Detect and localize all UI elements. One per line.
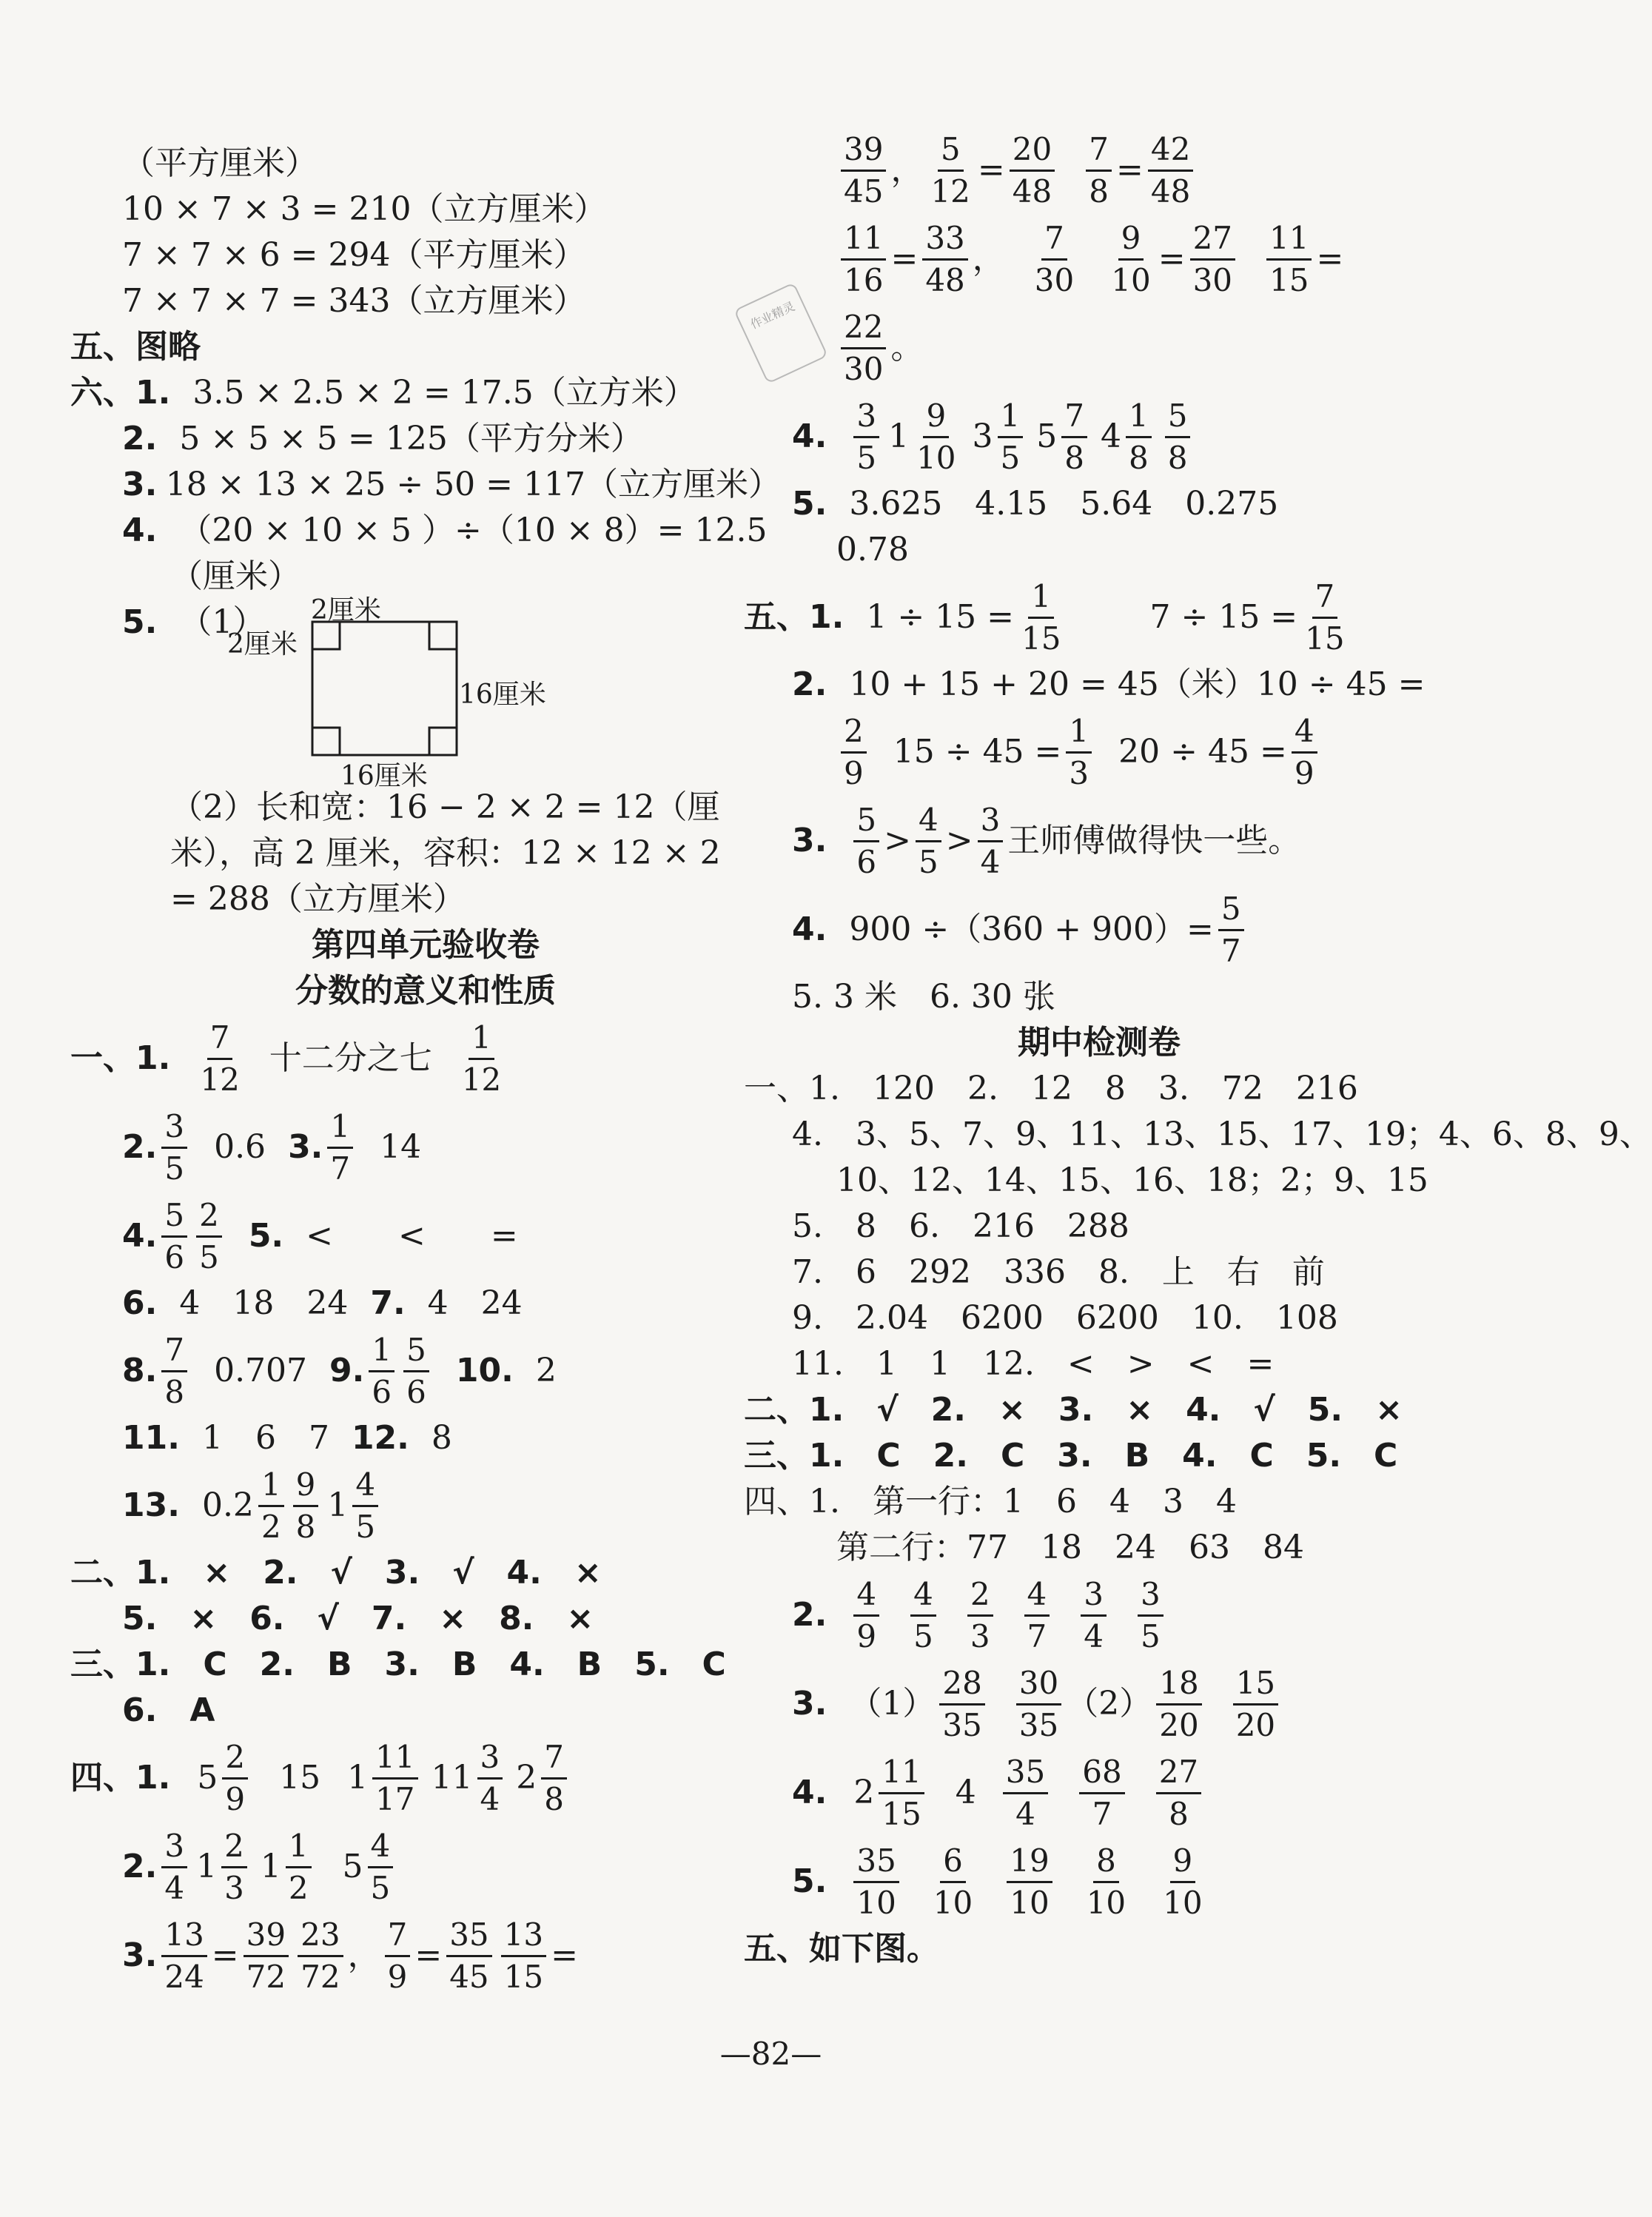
- q4-q5: 4. $\frac{5}{6}$ $\frac{2}{5}$ 5. < < =: [122, 1196, 518, 1275]
- section-four-q2: 2. $\frac{3}{4}$ 1 $\frac{2}{3}$ 1 $\frac{1}{2}$ 5 $\frac{4}{5}$: [70, 1822, 781, 1911]
- midterm-line: 第二行：77 18 24 63 84: [836, 1529, 1304, 1566]
- label-right: 16厘米: [459, 680, 546, 710]
- midterm-line: 5. 8 6. 216 288: [792, 1207, 1129, 1245]
- left-column: [70, 141, 781, 2000]
- q1: 一、1. $\frac{7}{12}$ 十二分之七 $\frac{1}{12}$: [70, 1019, 502, 1098]
- section-four-q1: 四、1. 5 $\frac{2}{9}$ 15 1 $\frac{11}{17}$ 11 $\frac{3}{4}$ 2 $\frac{7}{8}$: [70, 1734, 781, 1822]
- section-five-q2: 2. 10 + 15 + 20 = 45（米）10 ÷ 45 =: [792, 665, 1426, 703]
- page-number: —82—: [719, 2036, 822, 2072]
- section-six-q3: 3. 18 × 13 × 25 ÷ 50 = 117（立方厘米）: [122, 466, 781, 503]
- midterm-line: 二、1. √ 2. × 3. × 4. √ 5. ×: [744, 1391, 1403, 1429]
- midterm-line: 10、12、14、15、16、18；2；9、15: [836, 1161, 1428, 1199]
- answer-line: （平方厘米）: [122, 144, 318, 182]
- midterm-line: 7. 6 292 336 8. 上 右 前: [792, 1253, 1325, 1291]
- answer-line: （厘米）: [170, 557, 300, 595]
- q8-q10: 8. $\frac{7}{8}$ 0.707 9. $\frac{1}{6}$ $\frac{5}{6}$ 10. 2: [122, 1331, 557, 1410]
- section-two-a: 二、1. × 2. √ 3. √ 4. ×: [70, 1554, 602, 1592]
- midterm-q4: 4. 2 $\frac{11}{15}$ 4 $\frac{35}{4}$ $\frac{68}{7}$ $\frac{27}{8}$: [744, 1748, 1454, 1837]
- section-three-a: 三、1. C 2. B 3. B 4. B 5. C: [70, 1646, 726, 1683]
- midterm-line: 4. 3、5、7、9、11、13、15、17、19；4、6、8、9、: [792, 1116, 1652, 1153]
- q13: 13. 0.2 $\frac{1}{2}$ $\frac{9}{8}$ 1 $\frac{4}{5}$: [70, 1461, 781, 1550]
- answer-line: （2）长和宽：16 − 2 × 2 = 12（厘: [170, 788, 720, 826]
- section-six-q4: 4. （20 × 10 × 5 ）÷（10 × 8）= 12.5: [122, 512, 768, 549]
- section-five: 五、图略: [70, 328, 201, 366]
- label-bottom: 16厘米: [340, 761, 428, 791]
- section-five-q4: 4. 900 ÷（360 + 900）= $\frac{5}{7}$: [744, 885, 1454, 974]
- section-four-q3: 3. $\frac{13}{24}$ = $\frac{39}{72}$ $\frac{23}{72}$ ， $\frac{7}{9}$ = $\frac{35}{45}$ $\frac{13}{15}$ =: [122, 1916, 578, 1995]
- q11-q12: 11. 1 6 7 12. 8: [122, 1419, 452, 1457]
- midterm-title: 期中检测卷: [1018, 1024, 1181, 1061]
- unit-title: 第四单元验收卷: [312, 926, 540, 964]
- midterm-line: 一、1. 120 2. 12 8 3. 72 216: [744, 1070, 1358, 1107]
- midterm-line: 11. 1 1 12. < > < =: [792, 1345, 1275, 1383]
- midterm-q2: 2. $\frac{4}{9}$ $\frac{4}{5}$ $\frac{2}{3}$ $\frac{4}{7}$ $\frac{3}{4}$ $\frac{3}{5}$: [744, 1571, 1454, 1660]
- section-five-q3: 3. $\frac{5}{6}$ > $\frac{4}{5}$ > $\frac{3}{4}$ 王师傅做得快一些。: [792, 801, 1301, 880]
- section-three-b: 6. A: [122, 1691, 215, 1729]
- midterm-line: 9. 2.04 6200 6200 10. 108: [792, 1299, 1338, 1337]
- frac-line-3: $\frac{22}{30}$ 。: [744, 303, 1454, 392]
- frac-line-1: $\frac{39}{45}$ ， $\frac{5}{12}$ = $\frac{20}{48}$ $\frac{7}{8}$ = $\frac{42}{48}$: [744, 126, 1454, 215]
- q2-q3: 2. $\frac{3}{5}$ 0.6 3. $\frac{1}{7}$ 14: [122, 1107, 422, 1187]
- watermark-stamp: 作业精灵: [733, 282, 828, 384]
- box-diagram: [70, 595, 781, 791]
- section-six-q5: 5. （1）: [122, 603, 266, 641]
- section-six-q1: 六、1. 3.5 × 2.5 × 2 = 17.5（立方米）: [70, 374, 696, 412]
- midterm-section-five: 五、如下图。: [744, 1930, 939, 1968]
- right-column: [744, 130, 1652, 1972]
- section-five-q2b: $\frac{2}{9}$ 15 ÷ 45 = $\frac{1}{3}$ 20 ÷ 45 = $\frac{4}{9}$: [744, 708, 1454, 796]
- section-two-b: 5. × 6. √ 7. × 8. ×: [122, 1600, 594, 1637]
- unit-subtitle: 分数的意义和性质: [295, 972, 556, 1010]
- answer-line: 10 × 7 × 3 = 210（立方厘米）: [122, 190, 607, 228]
- midterm-line: 四、1. 第一行：1 6 4 3 4: [744, 1483, 1237, 1520]
- midterm-line: 三、1. C 2. C 3. B 4. C 5. C: [744, 1437, 1398, 1475]
- answer-line: 7 × 7 × 7 = 343（立方厘米）: [122, 282, 586, 320]
- midterm-q3: 3. （1） $\frac{28}{35}$ $\frac{30}{35}$ （2） $\frac{18}{20}$ $\frac{15}{20}$: [744, 1660, 1454, 1748]
- answer-line: = 288（立方厘米）: [170, 880, 466, 918]
- section-five-q5: 5. 3 米 6. 30 张: [792, 978, 1055, 1016]
- label-top: 2厘米: [311, 595, 381, 625]
- q4-right: 4. $\frac{3}{5}$ 1 $\frac{9}{10}$ 3 $\frac{1}{5}$ 5 $\frac{7}{8}$ 4 $\frac{1}{8}$ $\frac{5}{8}$: [744, 392, 1454, 481]
- midterm-q5: 5. $\frac{35}{10}$ $\frac{6}{10}$ $\frac{19}{10}$ $\frac{8}{10}$ $\frac{9}{10}$: [792, 1842, 1203, 1921]
- frac-line-2: $\frac{11}{16}$ = $\frac{33}{48}$ ， $\frac{7}{30}$ $\frac{9}{10}$ = $\frac{27}{30}$ $\frac{11}{15}$ =: [744, 215, 1454, 303]
- q6-q7: 6. 4 18 24 7. 4 24: [122, 1284, 523, 1322]
- answer-line: 0.78: [836, 531, 909, 568]
- answer-line: 米），高 2 厘米，容积：12 × 12 × 2: [170, 834, 721, 872]
- answer-line: 7 × 7 × 6 = 294（平方厘米）: [122, 236, 586, 274]
- q5-right: 5. 3.625 4.15 5.64 0.275: [792, 485, 1279, 523]
- label-left: 2厘米: [227, 629, 298, 660]
- section-five-q1: 五、1. 1 ÷ 15 = $\frac{1}{15}$ 7 ÷ 15 = $\frac{7}{15}$: [744, 577, 1345, 657]
- section-six-q2: 2. 5 × 5 × 5 = 125（平方分米）: [122, 420, 643, 457]
